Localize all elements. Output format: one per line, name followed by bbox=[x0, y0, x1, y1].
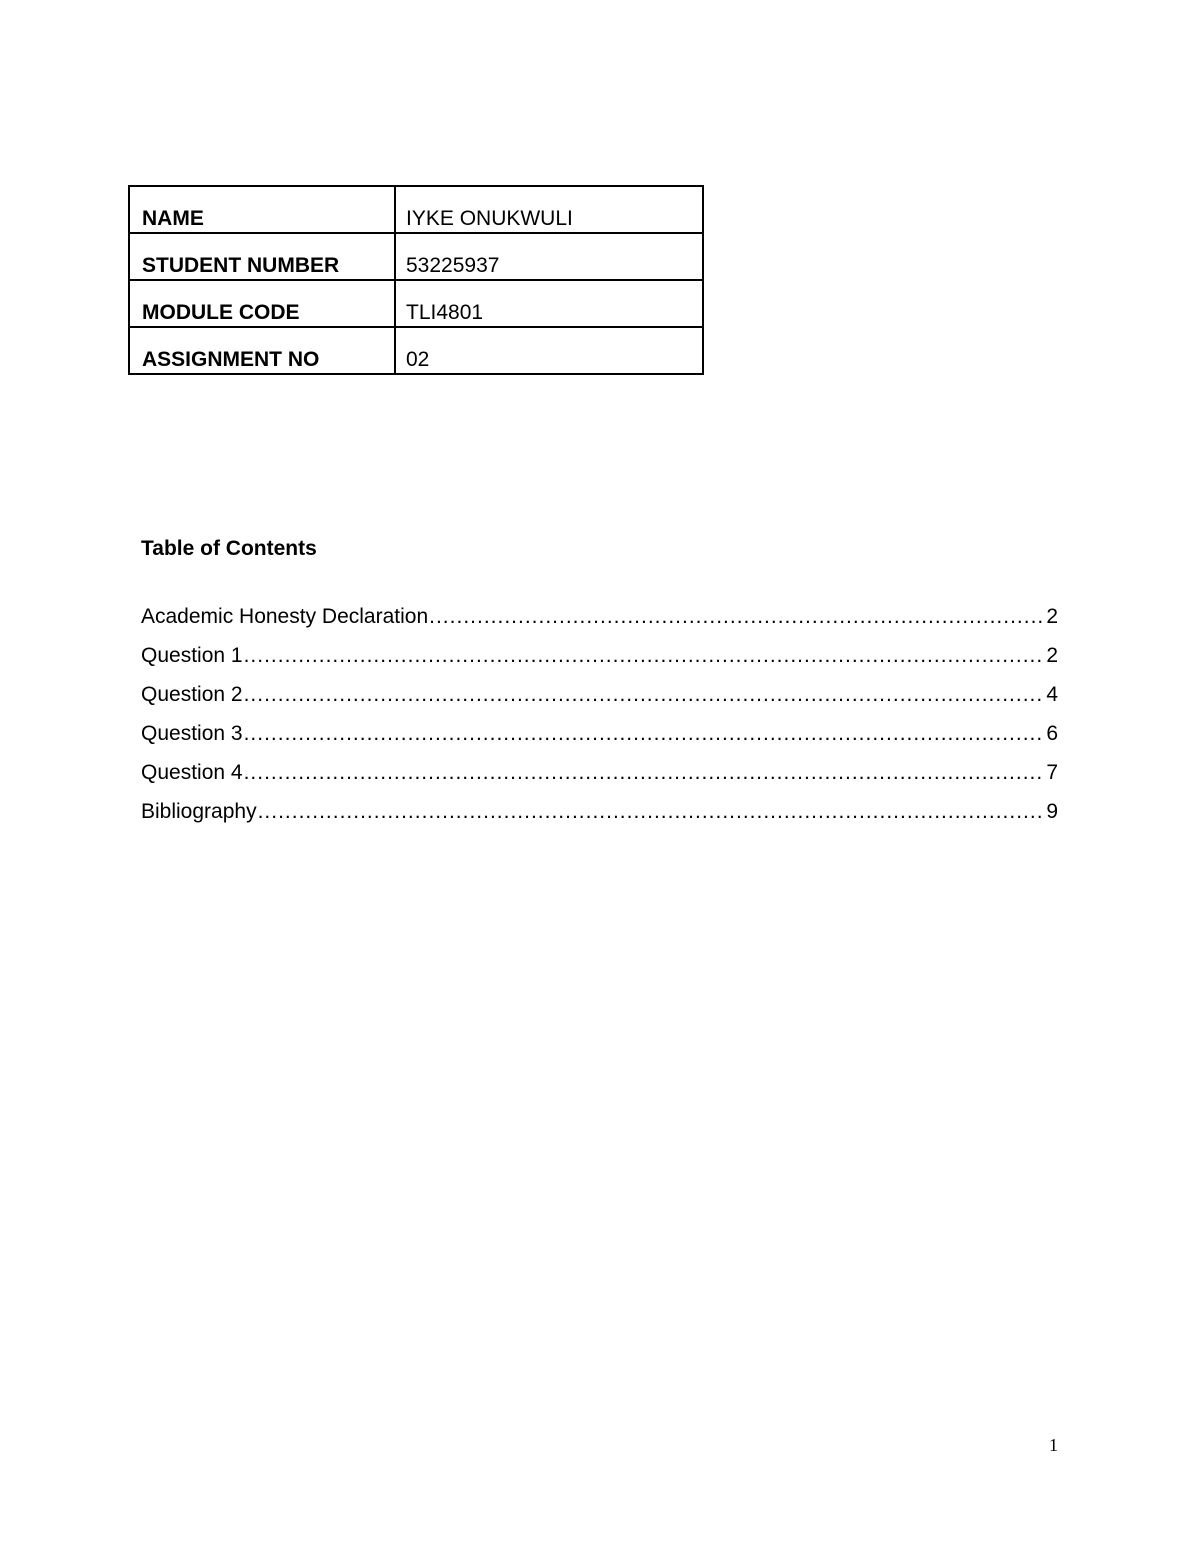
toc-entry-bibliography[interactable] bbox=[141, 798, 1058, 837]
toc-dot-leader bbox=[244, 720, 1046, 748]
assignment-no-value: 02 bbox=[395, 327, 703, 374]
toc-entry-page: 2 bbox=[1046, 644, 1058, 667]
toc-dot-leader bbox=[244, 642, 1046, 670]
toc-entry-title: Question 3 bbox=[141, 722, 243, 745]
toc-dot-leader bbox=[244, 681, 1046, 709]
student-info-table bbox=[128, 185, 704, 375]
table-row bbox=[129, 280, 703, 327]
toc-entry-question-4[interactable] bbox=[141, 759, 1058, 798]
module-code-value: TLI4801 bbox=[395, 280, 703, 327]
page-number: 1 bbox=[1049, 1435, 1058, 1455]
toc-entry-page: 7 bbox=[1046, 761, 1058, 784]
toc-entry-question-3[interactable] bbox=[141, 720, 1058, 759]
assignment-no-label: ASSIGNMENT NO bbox=[129, 327, 395, 374]
toc-entry-page: 2 bbox=[1046, 605, 1058, 628]
toc-dot-leader bbox=[244, 759, 1046, 787]
toc-entry-question-2[interactable] bbox=[141, 681, 1058, 720]
toc-entry-title: Academic Honesty Declaration bbox=[141, 605, 429, 628]
toc-dot-leader bbox=[429, 603, 1045, 631]
name-label: NAME bbox=[129, 186, 395, 233]
toc-entry-title: Question 1 bbox=[141, 644, 243, 667]
toc-entry-title: Question 2 bbox=[141, 683, 243, 706]
table-row bbox=[129, 327, 703, 374]
toc-entry-page: 4 bbox=[1046, 683, 1058, 706]
table-row bbox=[129, 233, 703, 280]
toc-heading: Table of Contents bbox=[141, 537, 317, 560]
name-value: IYKE ONUKWULI bbox=[395, 186, 703, 233]
toc-entry-title: Bibliography bbox=[141, 800, 257, 823]
toc-entry-page: 6 bbox=[1046, 722, 1058, 745]
student-number-label: STUDENT NUMBER bbox=[129, 233, 395, 280]
module-code-label: MODULE CODE bbox=[129, 280, 395, 327]
toc-entry-title: Question 4 bbox=[141, 761, 243, 784]
toc-entry-question-1[interactable] bbox=[141, 642, 1058, 681]
toc-entry-academic-honesty[interactable] bbox=[141, 603, 1058, 642]
toc-dot-leader bbox=[258, 798, 1046, 826]
student-number-value: 53225937 bbox=[395, 233, 703, 280]
toc-entry-page: 9 bbox=[1046, 800, 1058, 823]
table-of-contents bbox=[141, 603, 1058, 837]
table-row bbox=[129, 186, 703, 233]
